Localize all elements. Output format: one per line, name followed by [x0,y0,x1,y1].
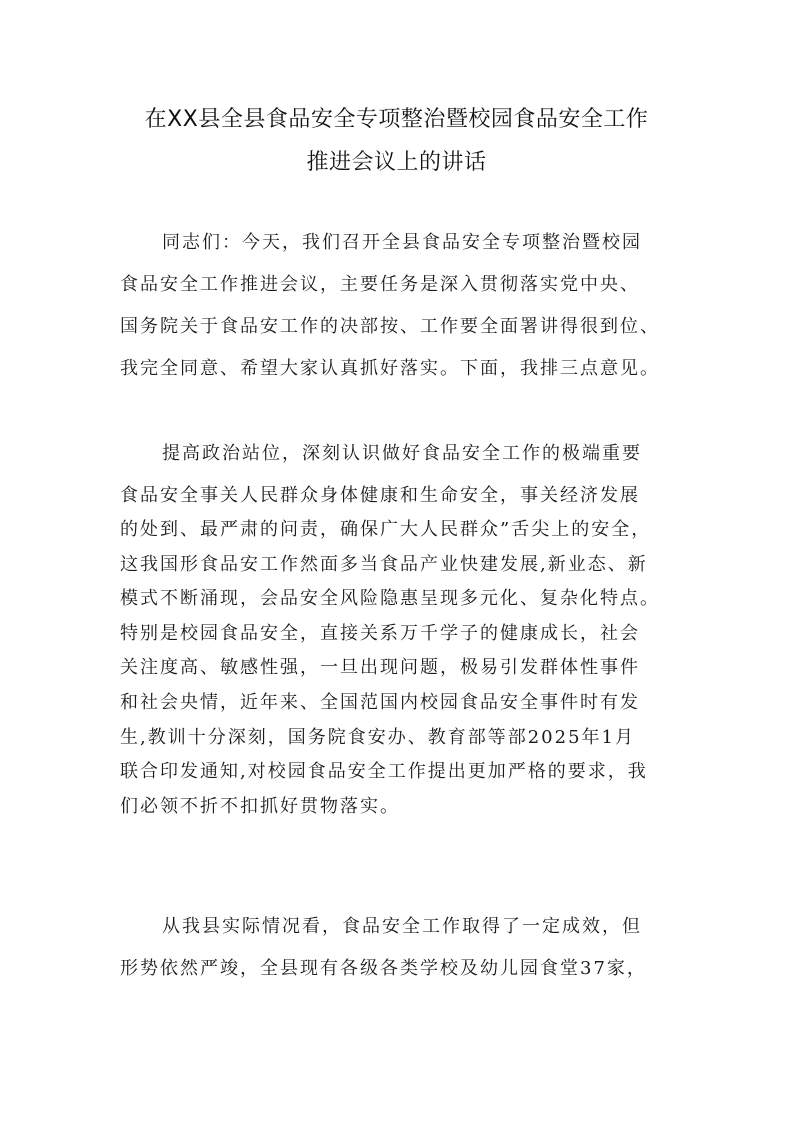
paragraph-2-line-7: 关注度高、敏感性强，一旦出现问题，极易引发群体性事件 [120,657,640,678]
document-title-line-2: 推进会议上的讲话 [306,150,487,175]
paragraph-3-line-2: 形势依然严竣，全县现有各级各类学校及幼儿园食堂37家， [120,958,647,979]
paragraph-2-line-5: 模式不断涌现，会品安全风险隐惠呈现多元化、复杂化特点。 [120,588,660,609]
paragraph-2-line-1: 提高政治站位，深刻认识做好食品安全工作的极端重要 [162,443,642,464]
paragraph-2-line-3: 的处到、最严肃的问责，确保广大人民群众”舌尖上的安全， [120,519,652,540]
paragraph-1-line-3: 国务院关于食品安工作的决部按、工作要全面署讲得很到位、 [120,316,660,337]
document-title-line-1: 在XX县全县食品安全专项整治暨校园食品安全工作 [144,107,649,132]
paragraph-2-line-10: 联合印发通知,对校园食品安全工作提出更加严格的要求，我 [120,761,648,782]
paragraph-2-line-8: 和社会央情，近年来、全国范国内校园食品安全事件时有发 [120,692,640,713]
paragraph-1-line-4: 我完全同意、希望大家认真抓好落实。下面，我排三点意见。 [120,358,660,379]
paragraph-3-line-1: 从我县实际情况看，食品安全工作取得了一定成效，但 [162,916,642,937]
paragraph-1-line-1: 同志们：今天，我们召开全县食品安全专项整治暨校园 [162,232,642,253]
paragraph-2-line-4: 这我国形食品安工作然面多当食品产业快建发展,新业态、新 [120,554,648,575]
paragraph-1-line-2: 食品安全工作推进会议，主要任务是深入贯彻落实党中央、 [120,274,640,295]
paragraph-2-line-2: 食品安全事关人民群众身体健康和生命安全，事关经济发展 [120,485,640,506]
paragraph-2-line-6: 特别是校园食品安全，直接关系万千学子的健康成长，社会 [120,623,640,644]
paragraph-2-line-9: 生,教训十分深刻，国务院食安办、教育部等部2025年1月 [120,727,635,748]
paragraph-2-line-11: 们必领不折不扣抓好贯物落实。 [120,796,400,817]
